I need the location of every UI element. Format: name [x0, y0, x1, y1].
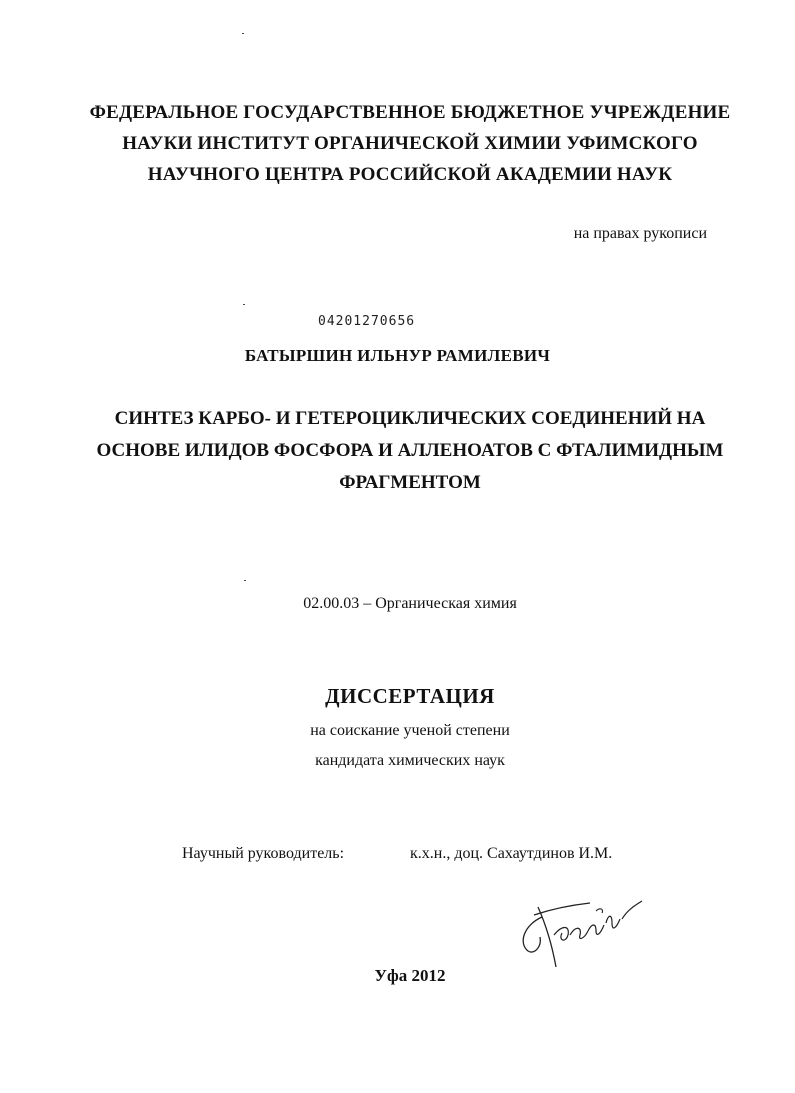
registration-code: 04201270656: [318, 314, 416, 329]
specialty: 02.00.03 – Органическая химия: [303, 595, 517, 612]
handwritten-signature: [512, 895, 652, 975]
title-line: СИНТЕЗ КАРБО- И ГЕТЕРОЦИКЛИЧЕСКИХ СОЕДИНЕНИЙ НА: [114, 408, 706, 429]
author-name: БАТЫРШИН ИЛЬНУР РАМИЛЕВИЧ: [244, 346, 551, 365]
rights-note: на правах рукописи: [573, 225, 707, 242]
city-year: Уфа 2012: [374, 966, 446, 985]
institution-header: [60, 97, 760, 190]
degree-line-1: на соискание ученой степени: [310, 722, 510, 739]
title-line: ОСНОВЕ ИЛИДОВ ФОСФОРА И АЛЛЕНОАТОВ С ФТАЛИМИДНЫМ: [96, 440, 724, 461]
institution-line: НАУКИ ИНСТИТУТ ОРГАНИЧЕСКОЙ ХИМИИ УФИМСКОГО: [122, 133, 698, 154]
scan-speck: [242, 33, 244, 34]
title-line: ФРАГМЕНТОМ: [339, 472, 481, 493]
supervisor-label: Научный руководитель:: [182, 845, 345, 862]
institution-line: НАУЧНОГО ЦЕНТРА РОССИЙСКОЙ АКАДЕМИИ НАУК: [147, 164, 673, 185]
supervisor-name: к.х.н., доц. Сахаутдинов И.М.: [410, 845, 613, 862]
dissertation-title: [60, 403, 760, 499]
institution-line: ФЕДЕРАЛЬНОЕ ГОСУДАРСТВЕННОЕ БЮДЖЕТНОЕ УЧРЕЖДЕНИЕ: [89, 102, 731, 123]
scan-speck: [243, 304, 245, 305]
scan-speck: [244, 580, 246, 581]
document-type: ДИССЕРТАЦИЯ: [325, 684, 495, 708]
degree-line-2: кандидата химических наук: [315, 752, 505, 769]
